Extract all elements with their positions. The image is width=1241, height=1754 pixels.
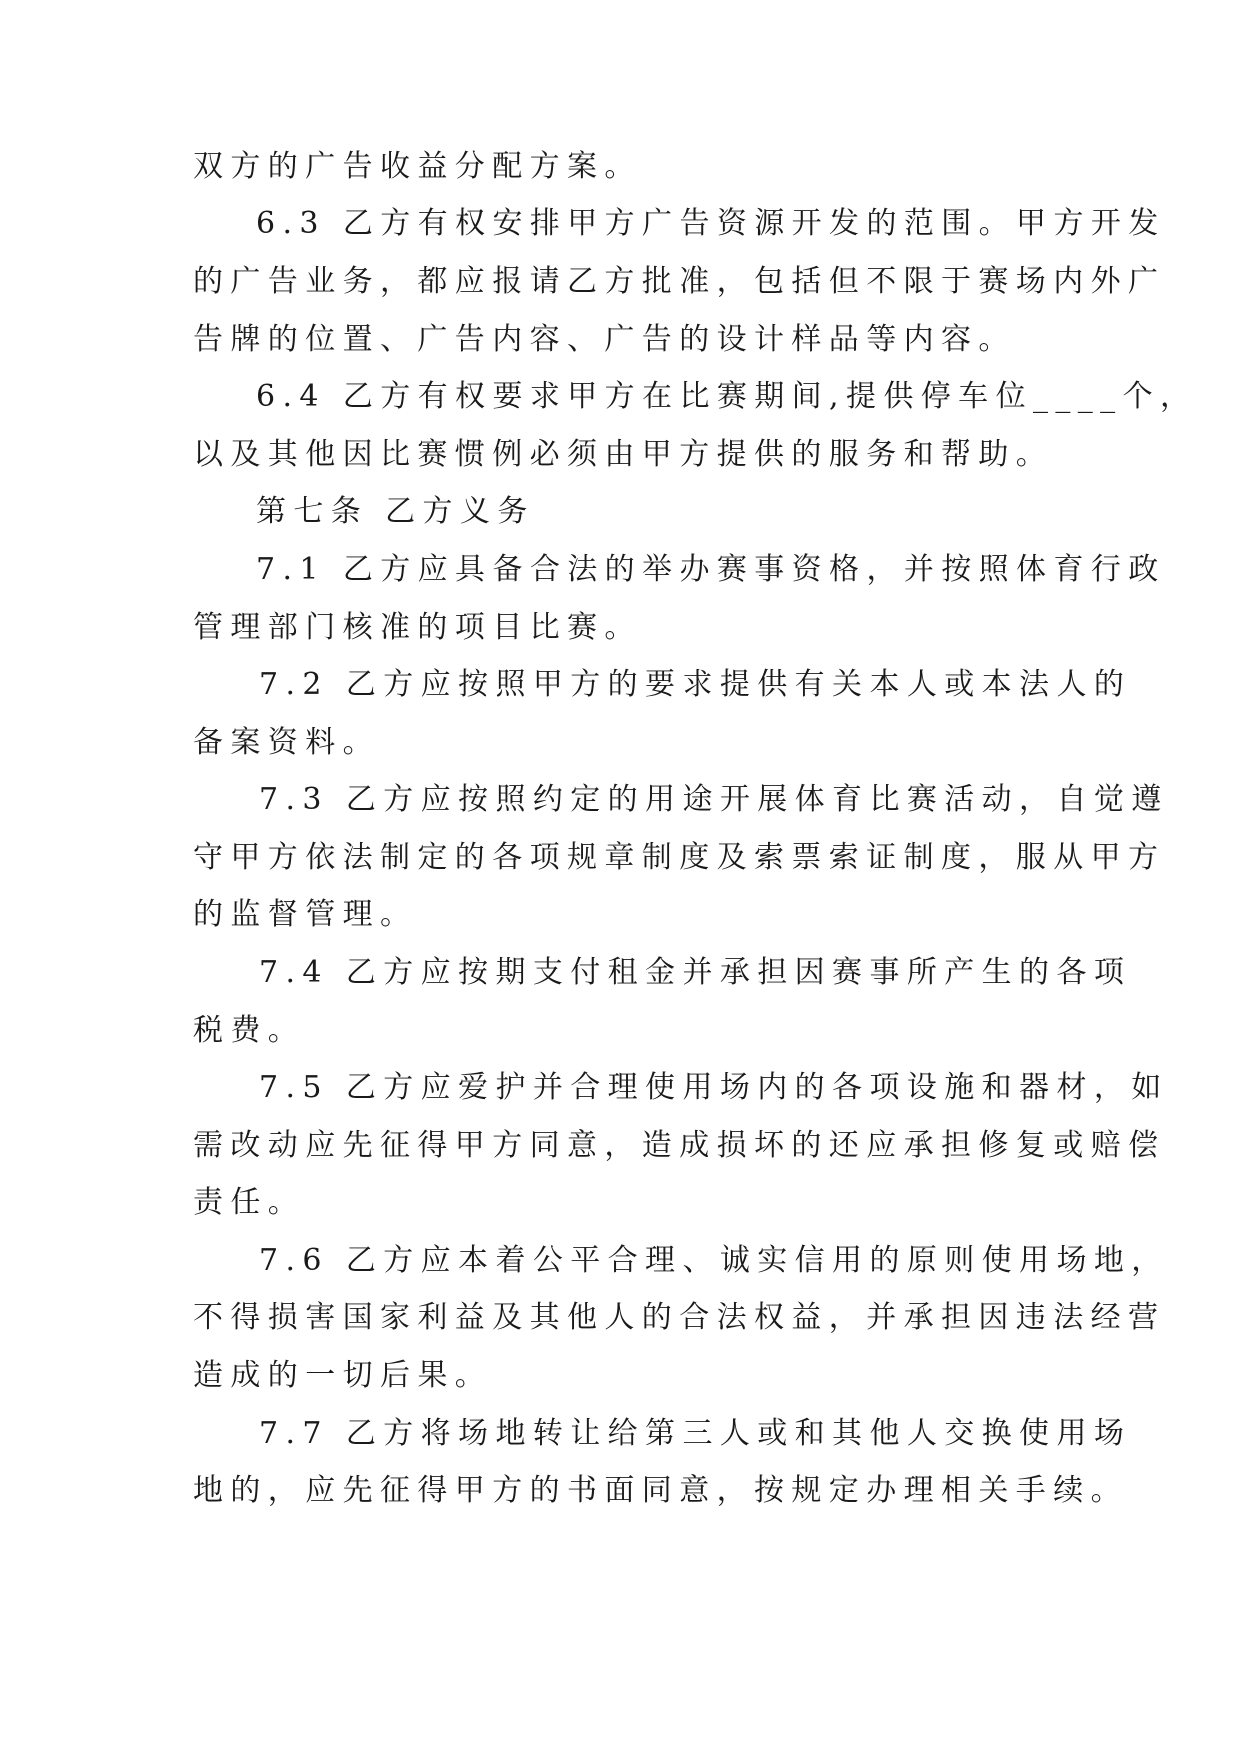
clause-6-4-line: 6.4 乙方有权要求甲方在比赛期间,提供停车位____个， [256,379,1198,414]
text-line: 需改动应先征得甲方同意，造成损坏的还应承担修复或赔偿 [193,1128,1166,1163]
text-line: 税费。 [193,1013,306,1048]
text-line: 造成的一切后果。 [193,1358,493,1393]
text-line: 的广告业务，都应报请乙方批准，包括但不限于赛场内外广 [193,264,1166,299]
text-line: 双方的广告收益分配方案。 [193,149,642,184]
clause-7-4-line: 7.4 乙方应按期支付租金并承担因赛事所产生的各项 [259,955,1132,990]
text-line: 管理部门核准的项目比赛。 [193,610,642,645]
text-line: 备案资料。 [193,725,380,760]
text-line: 不得损害国家利益及其他人的合法权益，并承担因违法经营 [193,1300,1166,1335]
text-line: 责任。 [193,1185,306,1220]
clause-7-3-line: 7.3 乙方应按照约定的用途开展体育比赛活动，自觉遵 [259,782,1169,817]
text-line: 守甲方依法制定的各项规章制度及索票索证制度，服从甲方 [193,840,1166,875]
clause-7-2-line: 7.2 乙方应按照甲方的要求提供有关本人或本法人的 [259,667,1132,702]
clause-7-1-line: 7.1 乙方应具备合法的举办赛事资格，并按照体育行政 [256,552,1166,587]
text-line: 告牌的位置、广告内容、广告的设计样品等内容。 [193,322,1016,357]
clause-6-3-line: 6.3 乙方有权安排甲方广告资源开发的范围。甲方开发 [256,206,1166,241]
clause-7-7-line: 7.7 乙方将场地转让给第三人或和其他人交换使用场 [259,1416,1132,1451]
article-7-heading: 第七条 乙方义务 [256,494,535,529]
clause-7-6-line: 7.6 乙方应本着公平合理、诚实信用的原则使用场地， [259,1243,1169,1278]
text-line: 地的，应先征得甲方的书面同意，按规定办理相关手续。 [193,1473,1128,1508]
text-line: 的监督管理。 [193,897,418,932]
clause-7-5-line: 7.5 乙方应爱护并合理使用场内的各项设施和器材，如 [259,1070,1169,1105]
text-line: 以及其他因比赛惯例必须由甲方提供的服务和帮助。 [193,437,1054,472]
